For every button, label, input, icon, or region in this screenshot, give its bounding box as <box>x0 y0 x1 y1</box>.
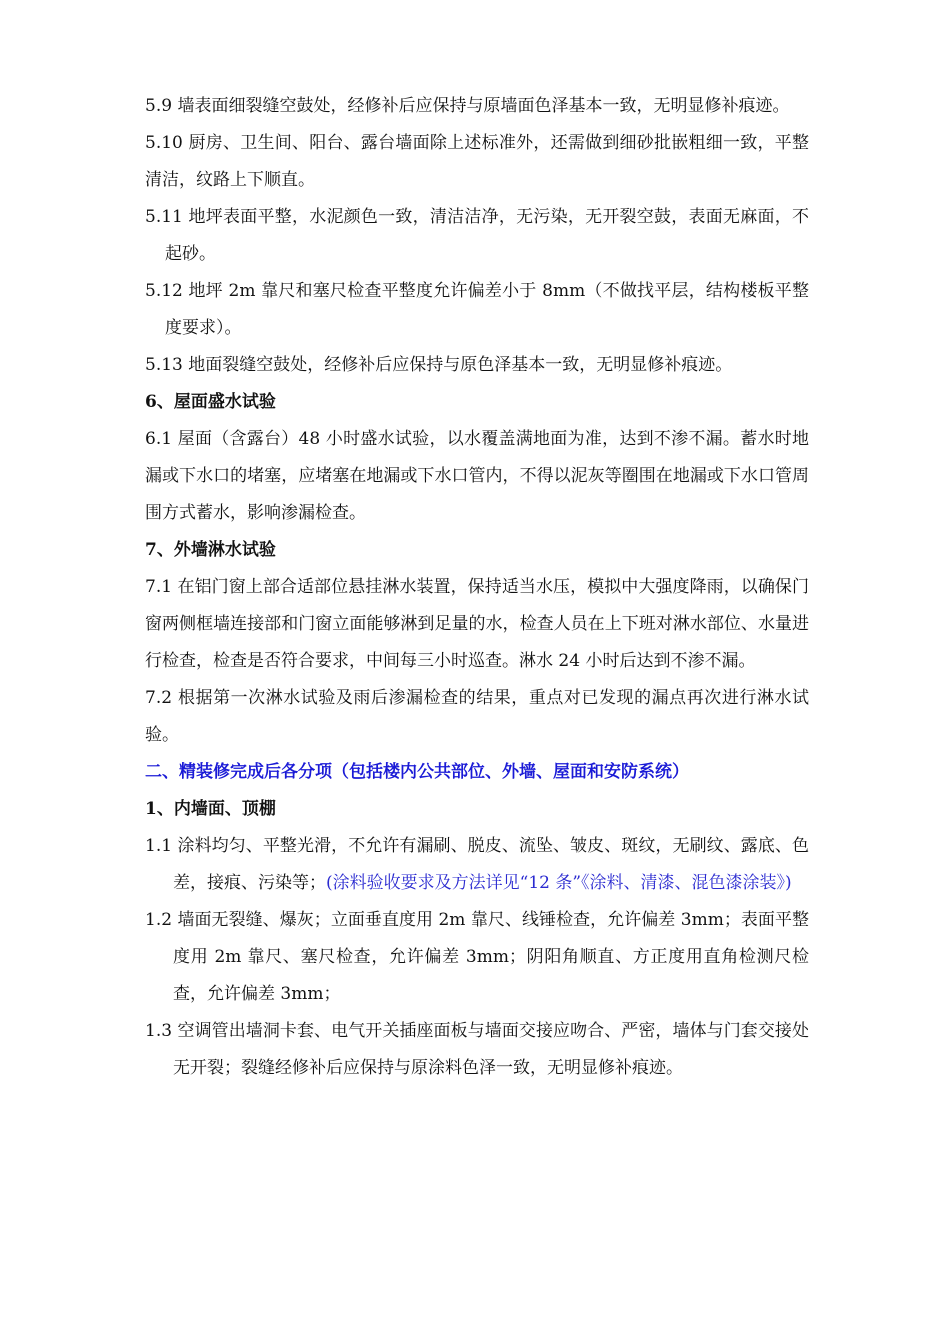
heading-roof-water-test: 6、屋面盛水试验 <box>145 392 276 412</box>
paragraph-1-1-reference: (涂料验收要求及方法详见“12 条”《涂料、清漆、混色漆涂装》) <box>326 873 792 893</box>
paragraph-5-11: 5.11 地坪表面平整，水泥颜色一致，清洁洁净，无污染，无开裂空鼓，表面无麻面，不起砂。 <box>145 207 809 264</box>
paragraph-1-2: 1.2 墙面无裂缝、爆灰；立面垂直度用 2m 靠尺、线锤检查，允许偏差 3mm；表面平整度用 2m 靠尺、塞尺检查，允许偏差 3mm；阴阳角顺直、方正度用直角检测尺检查，允许偏差 3mm； <box>145 910 809 1004</box>
heading-interior-wall-ceiling: 1、内墙面、顶棚 <box>145 799 276 819</box>
document-body <box>145 88 809 1087</box>
paragraph-5-13: 5.13 地面裂缝空鼓处，经修补后应保持与原色泽基本一致，无明显修补痕迹。 <box>145 355 733 375</box>
paragraph-1-3: 1.3 空调管出墙洞卡套、电气开关插座面板与墙面交接应吻合、严密，墙体与门套交接处无开裂；裂缝经修补后应保持与原涂料色泽一致，无明显修补痕迹。 <box>145 1021 809 1078</box>
paragraph-7-1: 7.1 在铝门窗上部合适部位悬挂淋水装置，保持适当水压，模拟中大强度降雨，以确保门窗两侧框墙连接部和门窗立面能够淋到足量的水，检查人员在上下班对淋水部位、水量进行检查，检查是否符合要求，中间每三小时巡查。淋水 24 小时后达到不渗不漏。 <box>145 577 809 671</box>
heading-exterior-wall-spray-test: 7、外墙淋水试验 <box>145 540 276 560</box>
section-heading-finishing: 二、精装修完成后各分项（包括楼内公共部位、外墙、屋面和安防系统） <box>145 762 689 782</box>
paragraph-5-9: 5.9 墙表面细裂缝空鼓处，经修补后应保持与原墙面色泽基本一致，无明显修补痕迹。 <box>145 96 790 116</box>
paragraph-6-1: 6.1 屋面（含露台）48 小时盛水试验，以水覆盖满地面为准，达到不渗不漏。蓄水时地漏或下水口的堵塞，应堵塞在地漏或下水口管内，不得以泥灰等圈围在地漏或下水口管周围方式蓄水，影响渗漏检查。 <box>145 429 809 523</box>
paragraph-5-12: 5.12 地坪 2m 靠尺和塞尺检查平整度允许偏差小于 8mm（不做找平层，结构楼板平整度要求）。 <box>145 281 809 338</box>
paragraph-1-1 <box>145 828 809 902</box>
paragraph-7-2: 7.2 根据第一次淋水试验及雨后渗漏检查的结果，重点对已发现的漏点再次进行淋水试验。 <box>145 688 809 745</box>
paragraph-5-10: 5.10 厨房、卫生间、阳台、露台墙面除上述标准外，还需做到细砂批嵌粗细一致，平整清洁，纹路上下顺直。 <box>145 133 809 190</box>
paragraph-1-1-text: 1.1 涂料均匀、平整光滑，不允许有漏刷、脱皮、流坠、皱皮、斑纹，无刷纹、露底、色差，接痕、污染等； <box>145 836 809 893</box>
